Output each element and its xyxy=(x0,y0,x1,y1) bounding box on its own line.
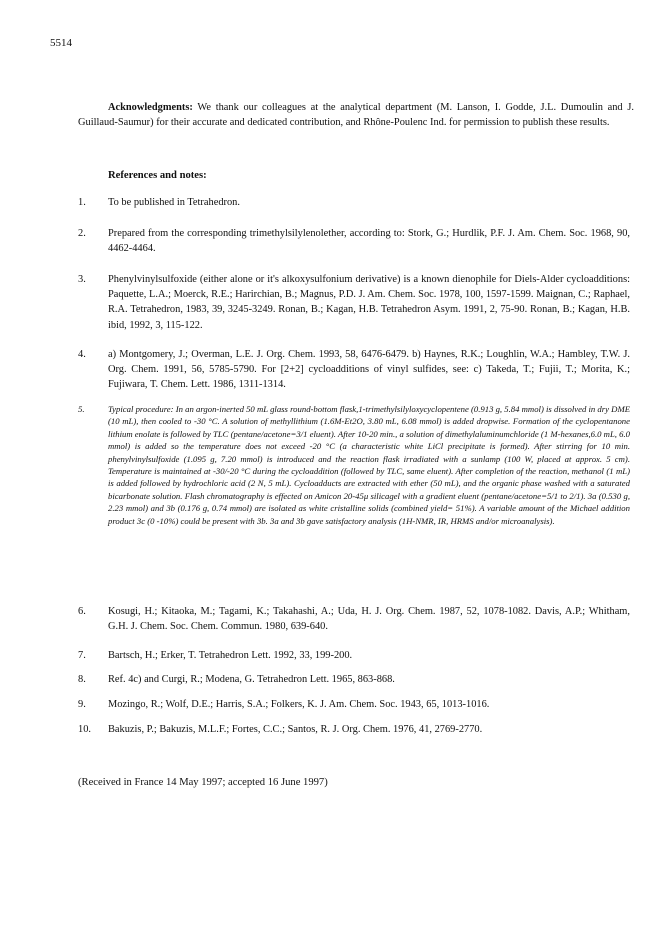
reference-number: 2. xyxy=(78,228,86,239)
reference-number: 4. xyxy=(78,349,86,360)
reference-number: 8. xyxy=(78,674,86,685)
reference-item xyxy=(78,272,630,333)
reference-text: Bartsch, H.; Erker, T. Tetrahedron Lett. 1992, 33, 199-200. xyxy=(108,650,353,661)
reference-number: 3. xyxy=(78,274,86,285)
reference-text: Phenylvinylsulfoxide (either alone or it's alkoxysulfonium derivative) is a known dienophile for Diels-Alder cycloadditions: Paquette, L.A.; Moerck, R.E.; Harirchian, B.; Magnus, P.D. J. Am. Chem. Soc. 1978, 100, 1597-1599. Maignan, C.; Raphael, R.A. Tetrahedron, 1983, 39, 3245-3249. Ronan, B.; Kagan, H.B. Tetrahedron Asym. 1991, 2, 75-90. Ronan, B.; Kagan, H.B. ibid, 1992, 3, 115-122. xyxy=(108,274,630,331)
reference-item xyxy=(78,672,630,687)
received-date-line: (Received in France 14 May 1997; accepted 16 June 1997) xyxy=(78,777,328,788)
page-number: 5514 xyxy=(50,37,72,49)
reference-item xyxy=(78,697,630,712)
reference-item xyxy=(78,226,630,256)
reference-item xyxy=(78,604,630,634)
acknowledgments-heading: Acknowledgments: xyxy=(108,102,193,113)
reference-number: 9. xyxy=(78,699,86,710)
reference-text: Bakuzis, P.; Bakuzis, M.L.F.; Fortes, C.C.; Santos, R. J. Org. Chem. 1976, 41, 2769-2770. xyxy=(108,724,483,735)
reference-number: 7. xyxy=(78,650,86,661)
acknowledgments-paragraph xyxy=(78,100,634,130)
acknowledgments-text: We thank our colleagues at the analytical department (M. Lanson, I. Godde, J.L. Dumoulin and J. Guillaud-Saumur) for their accurate and dedicated contribution, and Rhône-Poulenc Ind. for permission to publish these results. xyxy=(78,102,634,128)
reference-number: 10. xyxy=(78,724,91,735)
reference-text: Typical procedure: In an argon-inerted 50 mL glass round-bottom flask,1-trimethylsilyloxycyclopentene (0.913 g, 5.84 mmol) is dissolved in dry DME (10 mL), then cooled to -30 °C. A solution of methyllithium (1.6M-Et2O, 3.80 mL, 6.08 mmol) is added dropwise. Formation of the cyclopentanone lithium enolate is followed by TLC (pentane/acetone=3/1 eluent). After 10-20 min., a solution of dimethylaluminumchloride (1 M-hexanes,6.0 mL, 6.0 mmol) is added so the temperature does not exceed -20 °C (a characteristic white LiCl precipitate is formed). After stirring for 10 min. phenylvinylsulfoxide (1.095 g, 7.20 mmol) is introduced and the reaction flask irradiated with a sunlamp (100 W, placed at approx. 5 cm). Temperature is maintained at -30/-20 °C during the cycloaddition (followed by TLC, same eluent). After completion of the reaction, methanol (1 mL) is added followed by hydrochloric acid (2 N, 5 mL). Cycloadducts are extracted with ether (50 mL), and the organic phase washed with a saturated bicarbonate solution. Flash chromatography is effected on Amicon 20-45μ silicagel with a gradient eluent (pentane/acetone=5/1 to 2/1). 3a (0.530 g, 2.23 mmol) and 3b (0.176 g, 0.74 mmol) are isolated as white cristalline solids (combined yield= 51%). A variable amount of the Michael addition product 3c (0 -10%) could be present with 3b. 3a and 3b gave satisfactory analysis (1H-NMR, IR, HRMS and/or microanalysis). xyxy=(108,404,630,526)
reference-number: 1. xyxy=(78,197,86,208)
reference-text: To be published in Tetrahedron. xyxy=(108,197,240,208)
reference-item xyxy=(78,648,630,663)
reference-number: 5. xyxy=(78,404,85,414)
reference-item xyxy=(78,403,630,527)
reference-text: a) Montgomery, J.; Overman, L.E. J. Org. Chem. 1993, 58, 6476-6479. b) Haynes, R.K.; Loughlin, W.A.; Hambley, T.W. J. Org. Chem. 1991, 56, 5785-5790. For [2+2] cycloadditions of vinyl sulfides, see: c) Takeda, T.; Fujii, T.; Morita, K.; Fujiwara, T. Chem. Lett. 1986, 1311-1314. xyxy=(108,349,630,391)
references-heading: References and notes: xyxy=(108,170,207,181)
reference-item xyxy=(78,347,630,393)
reference-text: Kosugi, H.; Kitaoka, M.; Tagami, K.; Takahashi, A.; Uda, H. J. Org. Chem. 1987, 52, 1078-1082. Davis, A.P.; Whitham, G.H. J. Chem. Soc. Chem. Commun. 1980, 639-640. xyxy=(108,606,630,633)
reference-number: 6. xyxy=(78,606,86,617)
reference-text: Ref. 4c) and Curgi, R.; Modena, G. Tetrahedron Lett. 1965, 863-868. xyxy=(108,674,395,685)
reference-item xyxy=(78,722,630,737)
reference-text: Mozingo, R.; Wolf, D.E.; Harris, S.A.; Folkers, K. J. Am. Chem. Soc. 1943, 65, 1013-1016. xyxy=(108,699,490,710)
reference-text: Prepared from the corresponding trimethylsilylenolether, according to: Stork, G.; Hurdlik, P.F. J. Am. Chem. Soc. 1968, 90, 4462-4464. xyxy=(108,228,630,255)
reference-item xyxy=(78,195,630,210)
